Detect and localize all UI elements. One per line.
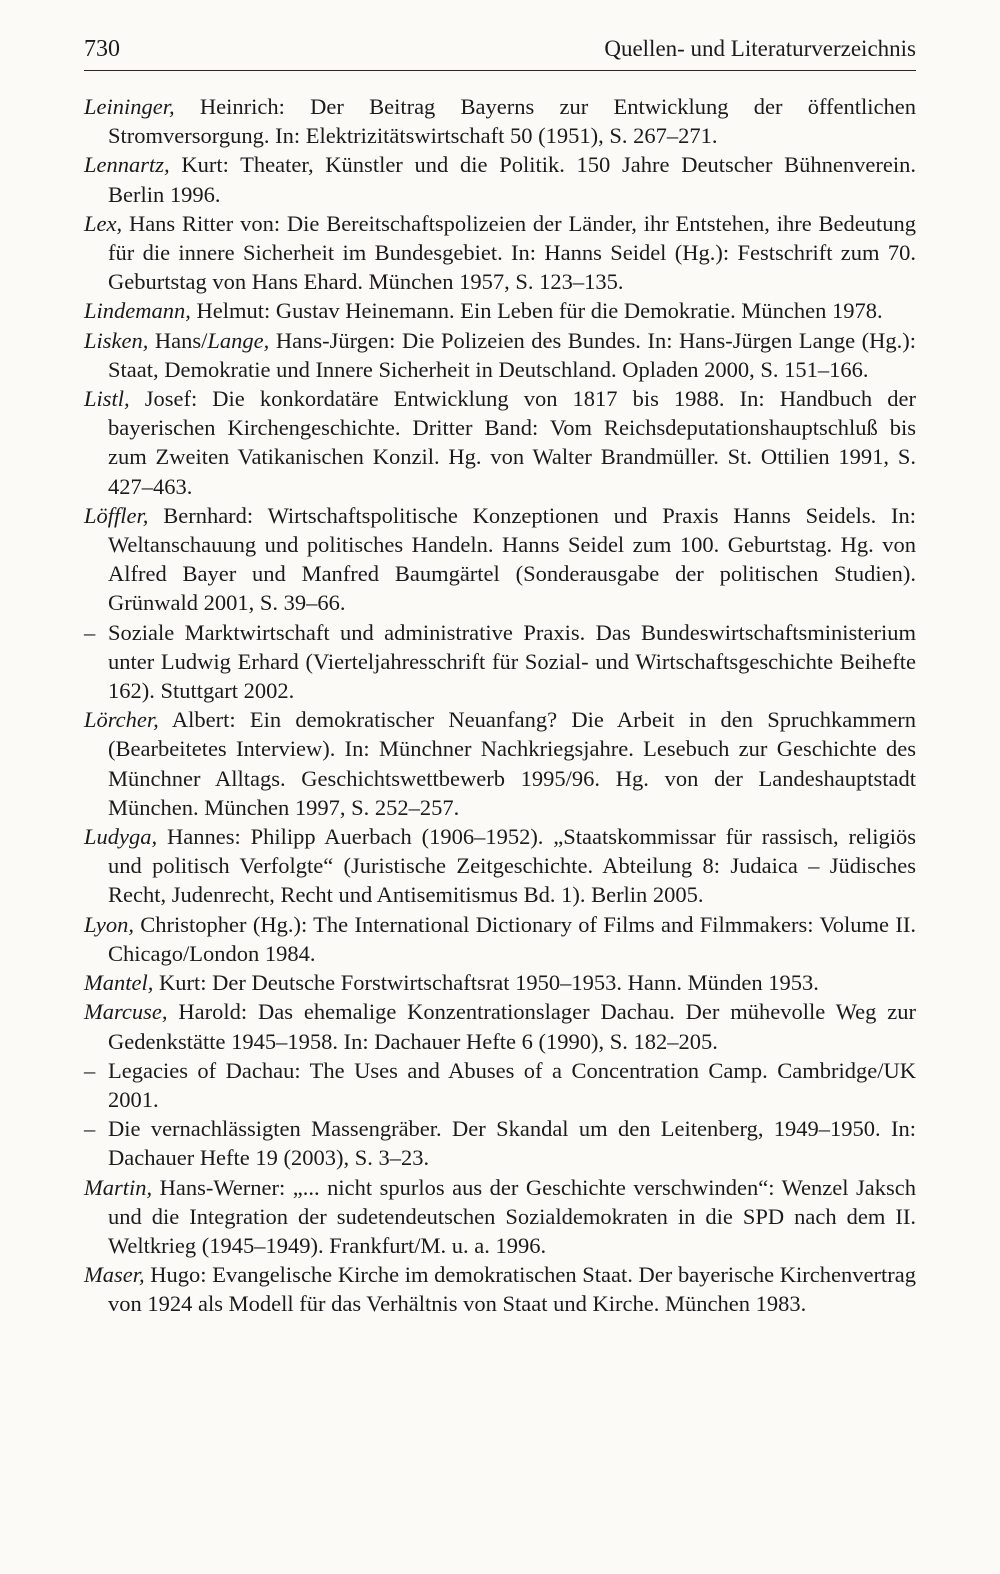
bibliography-entry-continued bbox=[84, 1114, 916, 1172]
entry-text: Hans Ritter von: Die Bereitschaftspolizeien der Länder, ihr Entstehen, ihre Bedeutung für die innere Sicherheit im Bundesgebiet. In: Hanns Seidel (Hg.): Festschrift zum 70. Geburtstag von Hans Ehard. München 1957, S. 123–135. bbox=[108, 210, 916, 295]
bibliography-entry bbox=[84, 910, 916, 968]
entry-text: Kurt: Der Deutsche Forstwirtschaftsrat 1950–1953. Hann. Münden 1953. bbox=[153, 970, 819, 996]
author-name: Lisken, bbox=[84, 327, 149, 353]
entry-text: Legacies of Dachau: The Uses and Abuses of a Concentration Camp. Cambridge/UK 2001. bbox=[108, 1057, 916, 1112]
bibliography-entry bbox=[84, 326, 916, 384]
bibliography-entry bbox=[84, 150, 916, 208]
entry-text: Hans/ bbox=[148, 327, 208, 353]
ditto-dash: – bbox=[84, 1057, 96, 1083]
author-name: Martin, bbox=[84, 1174, 153, 1200]
page-number: 730 bbox=[84, 36, 120, 62]
author-name: Lennartz, bbox=[84, 152, 170, 178]
entry-text: Heinrich: Der Beitrag Bayerns zur Entwicklung der öffentlichen Stromversorgung. In: Elektrizitätswirtschaft 50 (1951), S. 267–271. bbox=[108, 94, 916, 149]
bibliography-entry bbox=[84, 705, 916, 822]
author-name: Maser, bbox=[84, 1262, 145, 1288]
bibliography-entry bbox=[84, 209, 916, 297]
bibliography-entry-continued bbox=[84, 1056, 916, 1114]
entry-text: Hans-Jürgen: Die Polizeien des Bundes. In: Hans-Jürgen Lange (Hg.): Staat, Demokratie und Innere Sicherheit in Deutschland. Opladen 2000, S. 151–166. bbox=[108, 327, 916, 382]
running-head: Quellen- und Literaturverzeichnis bbox=[604, 36, 916, 61]
author-name: Lex, bbox=[84, 210, 123, 236]
author-name: Marcuse, bbox=[84, 999, 168, 1025]
bibliography-entry bbox=[84, 501, 916, 618]
entry-text: Albert: Ein demokratischer Neuanfang? Die Arbeit in den Spruchkammern (Bearbeitetes Interview). In: Münchner Nachkriegsjahre. Lesebuch zur Geschichte des Münchner Alltags. Geschichtswettbewerb 1995/96. Hg. von der Landeshauptstadt München. München 1997, S. 252–257. bbox=[108, 707, 916, 820]
author-name: Lange, bbox=[207, 327, 270, 353]
entry-text: Christopher (Hg.): The International Dictionary of Films and Filmmakers: Volume II. Chicago/London 1984. bbox=[108, 911, 916, 966]
author-name: Lörcher, bbox=[84, 707, 159, 733]
author-name: Löffler, bbox=[84, 502, 149, 528]
bibliography-entry bbox=[84, 1173, 916, 1261]
author-name: Leininger, bbox=[84, 94, 175, 119]
ditto-dash: – bbox=[84, 619, 96, 645]
bibliography-entry bbox=[84, 92, 916, 150]
entry-text: Josef: Die konkordatäre Entwicklung von 1817 bis 1988. In: Handbuch der bayerischen Kirchengeschichte. Dritter Band: Vom Reichsdeputationshauptschluß bis zum Zweiten Vatikanischen Konzil. Hg. von Walter Brandmüller. St. Ottilien 1991, S. 427–463. bbox=[108, 386, 916, 499]
author-name: Lindemann, bbox=[84, 298, 191, 324]
entry-text: Helmut: Gustav Heinemann. Ein Leben für die Demokratie. München 1978. bbox=[190, 298, 883, 324]
entry-text: Kurt: Theater, Künstler und die Politik. 150 Jahre Deutscher Bühnenverein. Berlin 1996. bbox=[108, 152, 916, 207]
entry-text: Hannes: Philipp Auerbach (1906–1952). „Staatskommissar für rassisch, religiös und politisch Verfolgte“ (Juristische Zeitgeschichte. Abteilung 8: Judaica – Jüdisches Recht, Judenrecht, Recht und Antisemitismus Bd. 1). Berlin 2005. bbox=[108, 824, 916, 908]
entry-text: Soziale Marktwirtschaft und administrative Praxis. Das Bundeswirtschaftsministerium unter Ludwig Erhard (Vierteljahresschrift für Sozial- und Wirtschaftsgeschichte Beihefte 162). Stuttgart 2002. bbox=[108, 619, 916, 704]
bibliography-entry bbox=[84, 384, 916, 501]
bibliography-entry-continued bbox=[84, 618, 916, 706]
bibliography-list bbox=[84, 92, 916, 1319]
bibliography-entry bbox=[84, 968, 916, 997]
author-name: Mantel, bbox=[84, 970, 154, 996]
author-name: Ludyga, bbox=[84, 824, 158, 850]
entry-text: Hans-Werner: „... nicht spurlos aus der Geschichte verschwinden“: Wenzel Jaksch und die Integration der sudetendeutschen Sozialdemokraten in die SPD nach dem II. Weltkrieg (1945–1949). Frankfurt/M. u. a. 1996. bbox=[108, 1174, 916, 1258]
entry-text: Hugo: Evangelische Kirche im demokratischen Staat. Der bayerische Kirchenvertrag von 1924 als Modell für das Verhältnis von Staat und Kirche. München 1983. bbox=[108, 1262, 916, 1317]
bibliography-entry bbox=[84, 822, 916, 910]
bibliography-entry bbox=[84, 296, 916, 325]
ditto-dash: – bbox=[84, 1116, 96, 1142]
bibliography-entry bbox=[84, 1260, 916, 1318]
entry-text: Die vernachlässigten Massengräber. Der Skandal um den Leitenberg, 1949–1950. In: Dachauer Hefte 19 (2003), S. 3–23. bbox=[108, 1116, 916, 1171]
page-header bbox=[84, 32, 916, 71]
author-name: Lyon, bbox=[84, 911, 134, 937]
bibliography-entry bbox=[84, 997, 916, 1055]
entry-text: Harold: Das ehemalige Konzentrationslager Dachau. Der mühevolle Weg zur Gedenkstätte 1945–1958. In: Dachauer Hefte 6 (1990), S. 182–205. bbox=[108, 999, 916, 1054]
author-name: Listl, bbox=[84, 386, 130, 412]
entry-text: Bernhard: Wirtschaftspolitische Konzeptionen und Praxis Hanns Seidels. In: Weltanschauung und politisches Handeln. Hanns Seidel zum 100. Geburtstag. Hg. von Alfred Bayer und Manfred Baumgärtel (Sonderausgabe der politischen Studien). Grünwald 2001, S. 39–66. bbox=[108, 502, 916, 616]
